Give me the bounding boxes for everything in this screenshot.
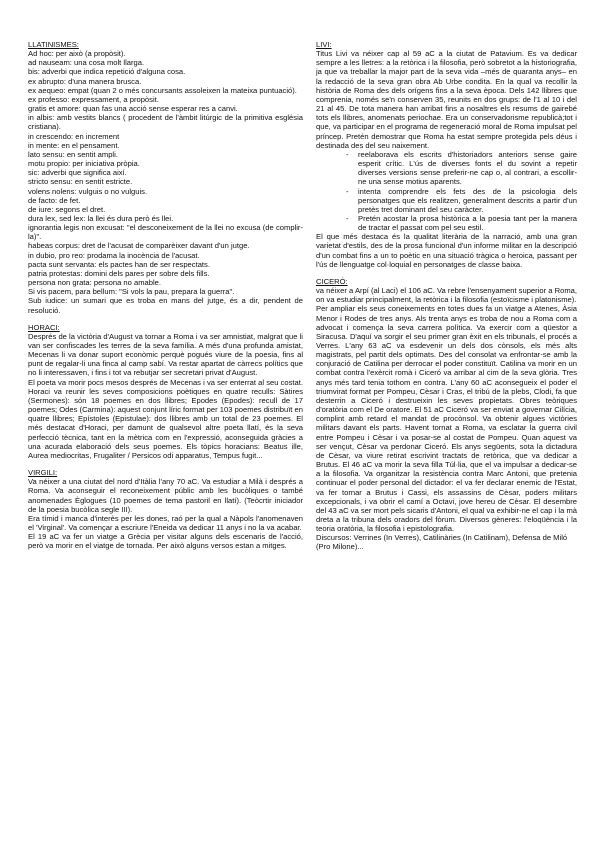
cicero-paragraph: va néixer a Arpí (al Laci) el 106 aC. Va rebre l'ensenyament superior a Roma, on va estudiar principalment, la retòrica i la filosofia (estoïcisme i platonisme). (316, 286, 577, 305)
list-item: - reelaborava els escrits d'historiadors anteriors sense gaire esperit crític. L'ús de diverses fonts el du sovint a repetir diverses versions sense preferir-ne cap o, al contrari, a escollir-ne una sense motius aparents. (348, 150, 577, 187)
virgili-paragraph: Va néixer a una ciutat del nord d'Itàlia l'any 70 aC. Va estudiar a Milà i després a Roma. Va aconseguir el reconeixement públic amb les bucòliques o també anomenades Èglogues (10 poemes de tema pastoril en llatí). (Teòcrtir iniciador de la poesia bucòlica segle III). (28, 477, 303, 514)
list-item: de facto: de fet. (28, 195, 81, 205)
list-item: in crescendo: en increment (28, 131, 120, 141)
section-virgili (28, 468, 303, 550)
list-item: ex abrupto: d'una manera brusca. (28, 76, 142, 86)
list-item: patria protestas: domini dels pares per sobre dels fills. (28, 268, 210, 278)
list-item: stricto sensu: en sentit estricte. (28, 177, 133, 187)
list-item: in mente: en el pensament. (28, 140, 120, 150)
heading-llatinismes: LLATINISMES: (28, 40, 79, 49)
livi-intro: Titus Livi va néixer cap al 59 aC a la ciutat de Patavium. Es va dedicar sempre a les lletres: a la retòrica i la filosofia, però sobretot a la historiografia, ja que va treballar la major part de la seva vida –més de quaranta anys– en la redacció de la seva gran obra Ab Urbe condita. En la qual va recollir la història de Roma des dels orígens fins a la seva època. Dels 142 llibres que comprenia, només se'n conserven 35, reunits en dos grups: de l'1 al 10 i del 21 al 45. De tota manera han arribat fins a nosaltres els resums de gairebé tots els llibres, anomenats periochae. Era un conservadorisme republicà;tot i que, va participar en el programa de regeneració moral de Roma impulsat pel príncep. Pretén demostrar que Roma ha estat sempre protegida pels déus i destinada des del seu naixement. (316, 49, 577, 150)
list-item: Sub iudice: un sumari que es troba en mans del jutge, és a dir, pendent de resolució. (28, 296, 303, 315)
list-item: ex aequeo: empat (quan 2 o més concursants assoleixen la mateixa puntuació). (28, 85, 297, 95)
list-item: ad nauseam: una cosa molt llarga. (28, 58, 145, 68)
list-item: bis: adverbi que indica repetició d'alguna cosa. (28, 67, 186, 77)
list-item: - intenta comprendre els fets des de la psicologia dels personatges que els realitzen, generalment descrits a partir d'un pretès tret dominant del seu caràcter. (348, 187, 577, 214)
list-item: Si vis pacem, para bellum: "Si vols la pau, prepara la guerra". (28, 287, 235, 297)
list-item: in albis: amb vestits blancs ( procedent de l'àmbit litúrgic de la primitiva església cristiana). (28, 113, 303, 132)
heading-virgili: VIRGILI: (28, 468, 58, 478)
heading-horaci: HORACI: (28, 322, 60, 332)
right-column (316, 40, 577, 552)
list-item: in dubio, pro reo: prodama la inocència de l'acusat. (28, 250, 200, 260)
cicero-paragraph: Per ampliar els seus coneixements en totes dues fa un viatge a Atenes, Àsia Menor i Rodes de tres anys. Als trenta anys es troba de nou a Roma com a advocat i comença la seva carrera política. Va exercir com a qüestor a Siracusa. D'aquí va sorgir el seu primer gran èxit en els tribunals, el procés a Verres. L'any 63 aC va esdevenir un dels dos cònsols, els més alts magistrats, pel partit dels optimats. Des del consolat va enfrontar-se amb la conjuració de Catilina per derrocar el poder constituït. Catilina va morir en un combat contra l'exèrcit romà i Ciceró va arribar al cim de la seva glòria. Tres anys més tard tenia tothom en contra. L'any 60 aC aconsegueix el poder el triumvirat format per Pompeu, Cèsar i Cras, el tribú de la plebs, Clodi, fa que desterrin a Ciceró i destrueixin les seves propietats. Obres teòriques d'oratòria com el De oratore. El 51 aC Ciceró va ser enviat a governar Cilícia, complint amb retard el mandat de procònsol. Va obtenir algues victòries militars davant els parts. Havent tornat a Roma, va esclatar la guerra civil entre Pompeu i Cèsar i va posar-se al costat de Pompeu. Quan aquest va ser vençut, Cèsar va perdonar Ciceró. Els anys següents, sota la dictadura de Cèsar, va viure retirat escrivint tractats de retòrica, que va dedicar a Brutus. El 46 aC va morir la seva filla Túl·lia, que el va impulsar a dedicar-se a la filosofia. Va organitzar la resistència contra Marc Antoni, que pretenia continuar el poder personal del dictador: el va fer declarar enemic de l'Estat, va fer tornar a Brutus i Cassi, els assassins de Cèsar, poders militars excepcionals, i va obrir el camí a Octavi, jove hereu de Cèsar. El desembre del 43 aC va ser mort pels sicaris d'Antoni, el qual va exhibir-ne el cap i la mà dreta a la tribuna dels oradors del fòrum. Diversos gèneres: l'eloqüència i la teoria oratòria, la filosofia i epistolografia. (316, 304, 577, 534)
list-item: sic: adverbi que significa així. (28, 168, 127, 178)
list-item: gratis et amore: quan fas una acció sense esperar res a canvi. (28, 104, 238, 114)
section-cicero (316, 277, 577, 552)
list-item: pacta sunt servanta: els pactes han de ser respectats. (28, 259, 210, 269)
list-item: persona non grata: persona no amable. (28, 278, 161, 288)
list-item: de iure: segons el dret. (28, 204, 106, 214)
list-item: Ad hoc: per això (a propòsit). (28, 49, 126, 59)
virgili-paragraph: Era tímid i manca d'interès per les dones, raó per la qual a Nàpols l'anomenaven el 'Virginal'. Va començar a escriure l'Eneida va dedicar 11 anys i no la va acabar. (28, 513, 303, 532)
list-item: dura lex, sed lex: la llei és dura però és llei. (28, 213, 174, 223)
horaci-paragraph: Després de la victòria d'August va tornar a Roma i va ser amnistiat, malgrat que li van ser confiscades les terres de la seva família. A més d'una profunda amistat, Mecenas li va donar suport econòmic perquè pogués viure de la poesia, fins al punt de regalar-li una finca al camp sabí. Va restar apartat de càrrecs polítics que no li interessaven, i fins i tot va rebutjar ser secretari privat d'August. (28, 331, 303, 378)
llatinismes-list (28, 49, 303, 315)
list-item: - Pretén acostar la prosa històrica a la poesia tant per la manera de tractar el passat com pel seu estil. (348, 214, 577, 232)
horaci-paragraph: El poeta va morir pocs mesos després de Mecenas i va ser enterrat al seu costat. Horaci va reunir les seves composicions poètiques en quatre reculls: Sàtires (Sermones): són 18 poemes en dos llibres; Epodes (Epodes): recull de 17 poemes; Odes (Carmina): aquest conjunt líric format per 103 poemes distribuït en quatre llibres; Epístoles (Epistulae): dos llibres amb un total de 23 poemes. El més destacat d'Horaci, per damunt de qualsevol altre poeta llatí, és la seva perfecció tècnica, tant en la mètrica com en l'expressió, aconseguida gràcies a una acurada elaboració dels seus poemes. Els tòpics horacians: Beatus ille, Aurea mediocritas, Frugaliter / Persicos odi apparatus, Tempus fugit... (28, 377, 303, 460)
livi-bullet-list (316, 150, 577, 232)
virgili-paragraph: El 19 aC va fer un viatge a Grècia per visitar alguns dels escenaris de l'acció, però va morir en el viatge de tornada. Per això alguns versos estan a mitges. (28, 532, 303, 551)
list-item: habeas corpus: dret de l'acusat de comparèixer davant d'un jutge. (28, 241, 250, 251)
heading-cicero: CICERÓ: (316, 276, 348, 286)
heading-livi: LIVI: (316, 40, 332, 49)
list-item: ex professo: expressament, a propòsit. (28, 94, 159, 104)
cicero-paragraph: Discursos: Verrines (In Verres), Catilinàries (In Catilinam), Defensa de Miló (Pro Milone)... (316, 533, 568, 552)
list-item: lato sensu: en sentit ampli. (28, 149, 118, 159)
left-column (28, 40, 303, 550)
section-livi (316, 40, 577, 269)
section-llatinismes (28, 40, 303, 315)
list-item: volens nolens: vulguis o no vulguis. (28, 186, 148, 196)
list-item: ignorantia legis non excusat: "el desconeixement de la llei no excusa (de complir-la)". (28, 223, 303, 242)
section-horaci (28, 323, 303, 460)
list-item: motu propio: per iniciativa pròpia. (28, 159, 140, 169)
livi-outro: El que més destaca és la qualitat literària de la narració, amb una gran varietat d'estils, des de la prosa funcional d'un informe militar en la descripció d'un combat fins a un to poètic en una situació tràgica o heroica, passant per l'ús de llenguatge col·loquial en personatges de classe baixa. (316, 232, 577, 269)
